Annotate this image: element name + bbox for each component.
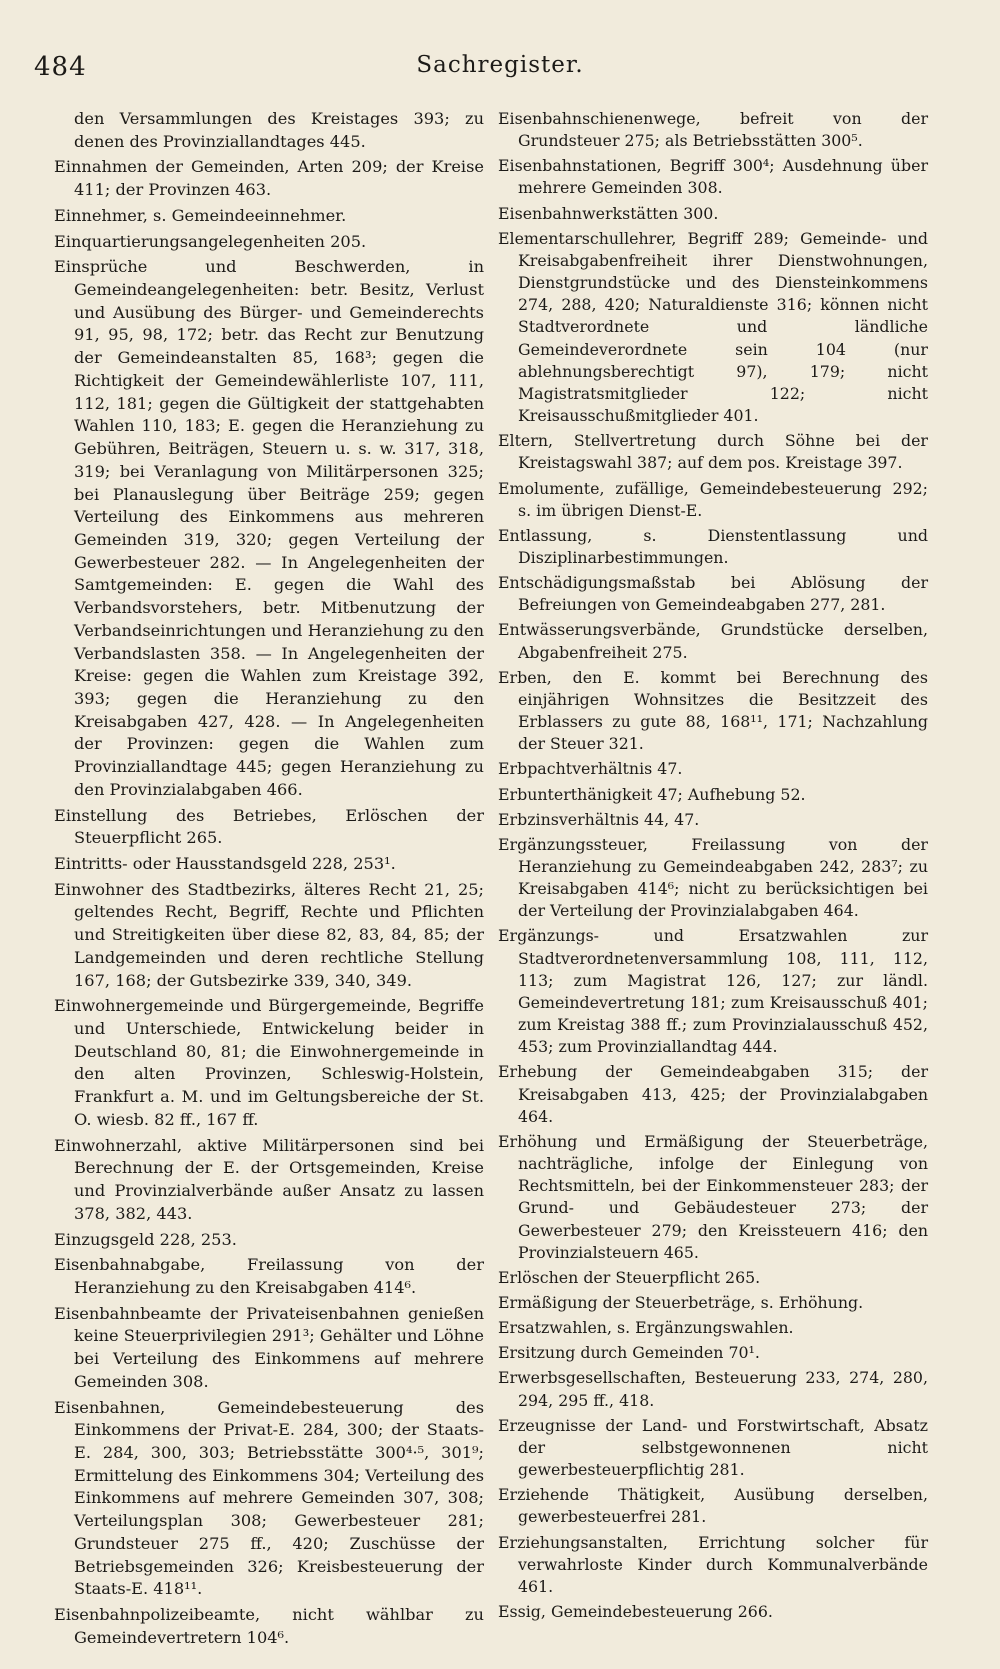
index-entry: Eisenbahnabgabe, Freilassung von der Heranziehung zu den Kreisabgaben 414⁶. [54, 1255, 484, 1297]
index-entry: Einzugsgeld 228, 253. [54, 1229, 237, 1249]
index-entry: Eisenbahnstationen, Begriff 300⁴; Ausdehnung über mehrere Gemeinden 308. [498, 156, 928, 198]
index-entry: Eisenbahnen, Gemeindebesteuerung des Einkommens der Privat-E. 284, 300; der Staats-E. 284, 300, 303; Betriebsstätte 300⁴·⁵, 301⁹; Ermittelung des Einkommens 304; Verteilung des Einkommens auf mehrere Gemeinden 307, 308; Verteilungsplan 308; Gewerbesteuer 281; Grundsteuer 275 ff., 420; Zuschüsse der Betriebsgemeinden 326; Kreisbesteuerung der Staats-E. 418¹¹. [54, 1397, 484, 1599]
index-entry: Erziehende Thätigkeit, Ausübung derselben, gewerbesteuerfrei 281. [498, 1485, 928, 1527]
index-entry: Eisenbahnpolizeibeamte, nicht wählbar zu Gemeindevertretern 104⁶. [54, 1605, 484, 1647]
index-entry: Erzeugnisse der Land- und Forstwirtschaft, Absatz der selbstgewonnenen nicht gewerbesteuerpflichtig 281. [498, 1415, 928, 1480]
index-entry: Ersatzwahlen, s. Ergänzungswahlen. [498, 1318, 794, 1338]
index-entry: Ermäßigung der Steuerbeträge, s. Erhöhung. [498, 1292, 864, 1312]
index-entry: Eisenbahnwerkstätten 300. [498, 203, 719, 223]
index-entry: Einwohner des Stadtbezirks, älteres Recht 21, 25; geltendes Recht, Begriff, Rechte und Pflichten und Streitigkeiten über diese 82, 83, 84, 85; der Landgemeinden und deren rechtliche Stellung 167, 168; der Gutsbezirke 339, 340, 349. [54, 879, 484, 990]
index-entry: Einsprüche und Beschwerden, in Gemeindeangelegenheiten: betr. Besitz, Verlust und Ausübung des Bürger- und Gemeinderechts 91, 95, 98, 172; betr. das Recht zur Benutzung der Gemeindeanstalten 85, 168³; gegen die Richtigkeit der Gemeindewählerliste 107, 111, 112, 181; gegen die Gültigkeit der stattgehabten Wahlen 110, 183; E. gegen die Heranziehung zu Gebühren, Beiträgen, Steuern u. s. w. 317, 318, 319; bei Veranlagung von Militärpersonen 325; bei Planauslegung über Beiträge 259; gegen Verteilung des Einkommens aus mehreren Gemeinden 319, 320; gegen Verteilung der Gewerbesteuer 282. — In Angelegenheiten der Samtgemeinden: E. gegen die Wahl des Verbandsvorstehers, betr. Mitbenutzung der Verbandseinrichtungen und Heranziehung zu den Verbandslasten 358. — In Angelegenheiten der Kreise: gegen die Wahlen zum Kreistage 392, 393; gegen die Heranziehung zu den Kreisabgaben 427, 428. — In Angelegenheiten der Provinzen: gegen die Wahlen zum Provinziallandtage 445; gegen Heranziehung zu den Provinzialabgaben 466. [54, 257, 484, 799]
index-entry: Erbzinsverhältnis 44, 47. [498, 809, 700, 829]
index-entry: Einnehmer, s. Gemeindeeinnehmer. [54, 205, 347, 225]
index-entry: Ersitzung durch Gemeinden 70¹. [498, 1343, 760, 1363]
page-header [0, 52, 1000, 88]
right-column [498, 108, 928, 1626]
page-number: 484 [34, 52, 87, 82]
running-head: Sachregister. [416, 52, 584, 78]
index-entry: Eisenbahnbeamte der Privateisenbahnen genießen keine Steuerprivilegien 291³; Gehälter und Löhne bei Verteilung des Einkommens auf mehrere Gemeinden 308. [54, 1303, 484, 1391]
left-column [54, 108, 484, 1652]
index-entry: Eisenbahnschienenwege, befreit von der Grundsteuer 275; als Betriebsstätten 300⁵. [498, 109, 928, 151]
index-entry: Entschädigungsmaßstab bei Ablösung der Befreiungen von Gemeindeabgaben 277, 281. [498, 573, 928, 615]
index-entry: Erziehungsanstalten, Errichtung solcher für verwahrloste Kinder durch Kommunalverbände 461. [498, 1532, 928, 1596]
index-entry: Einwohnergemeinde und Bürgergemeinde, Begriffe und Unterschiede, Entwickelung beider in Deutschland 80, 81; die Einwohnergemeinde in den alten Provinzen, Schleswig-Holstein, Frankfurt a. M. und im Geltungsbereiche der St. O. wiesb. 82 ff., 167 ff. [54, 996, 484, 1129]
index-entry: Essig, Gemeindebesteuerung 266. [498, 1602, 773, 1621]
index-entry: Elementarschullehrer, Begriff 289; Gemeinde- und Kreisabgabenfreiheit ihrer Dienstwohnungen, Dienstgrundstücke und des Diensteinkommens 274, 288, 420; Naturaldienste 316; können nicht Stadtverordnete und ländliche Gemeindeverordnete sein 104 (nur ablehnungsberechtigt 97), 179; nicht Magistratsmitglieder 122; nicht Kreisausschußmitglieder 401. [498, 228, 928, 426]
index-entry: Eltern, Stellvertretung durch Söhne bei der Kreistagswahl 387; auf dem pos. Kreistage 397. [498, 431, 928, 473]
index-entry: Erbpachtverhältnis 47. [498, 759, 683, 779]
index-entry: Einstellung des Betriebes, Erlöschen der Steuerpflicht 265. [54, 805, 484, 848]
index-entry: Erhebung der Gemeindeabgaben 315; der Kreisabgaben 413, 425; der Provinzialabgaben 464. [498, 1062, 928, 1126]
index-entry: Emolumente, zufällige, Gemeindebesteuerung 292; s. im übrigen Dienst-E. [498, 478, 928, 520]
index-entry: Erhöhung und Ermäßigung der Steuerbeträge, nachträgliche, infolge der Einlegung von Rechtsmitteln, bei der Einkommensteuer 283; der Grund- und Gebäudesteuer 273; der Gewerbesteuer 279; den Kreissteuern 416; den Provinzialsteuern 465. [498, 1131, 928, 1262]
index-entry: Ergänzungs- und Ersatzwahlen zur Stadtverordnetenversammlung 108, 111, 112, 113; zum Magistrat 126, 127; zur ländl. Gemeindevertretung 181; zum Kreisausschuß 401; zum Kreistag 388 ff.; zum Provinzialausschuß 452, 453; zum Provinziallandtag 444. [498, 926, 928, 1057]
index-entry: Ergänzungssteuer, Freilassung von der Heranziehung zu Gemeindeabgaben 242, 283⁷; zu Kreisabgaben 414⁶; nicht zu berücksichtigen bei der Verteilung der Provinzialabgaben 464. [498, 834, 928, 921]
index-entry: Erben, den E. kommt bei Berechnung des einjährigen Wohnsitzes die Besitzzeit des Erblassers zu gute 88, 168¹¹, 171; Nachzahlung der Steuer 321. [498, 667, 928, 754]
index-entry: Eintritts- oder Hausstandsgeld 228, 253¹. [54, 854, 396, 873]
index-entry: Erlöschen der Steuerpflicht 265. [498, 1267, 761, 1287]
index-entry: Einnahmen der Gemeinden, Arten 209; der Kreise 411; der Provinzen 463. [54, 157, 484, 200]
index-entry: Erbunterthänigkeit 47; Aufhebung 52. [498, 784, 806, 804]
index-entry: Erwerbsgesellschaften, Besteuerung 233, 274, 280, 294, 295 ff., 418. [498, 1368, 928, 1410]
index-entry: Entwässerungsverbände, Grundstücke derselben, Abgabenfreiheit 275. [498, 620, 928, 662]
index-entry: Einwohnerzahl, aktive Militärpersonen sind bei Berechnung der E. der Ortsgemeinden, Kreise und Provinzialverbände außer Ansatz zu lassen 378, 382, 443. [54, 1135, 484, 1223]
index-entry: Entlassung, s. Dienstentlassung und Disziplinarbestimmungen. [498, 525, 928, 567]
index-entry: den Versammlungen des Kreistages 393; zu denen des Provinziallandtages 445. [74, 109, 484, 151]
index-entry: Einquartierungsangelegenheiten 205. [54, 231, 367, 251]
